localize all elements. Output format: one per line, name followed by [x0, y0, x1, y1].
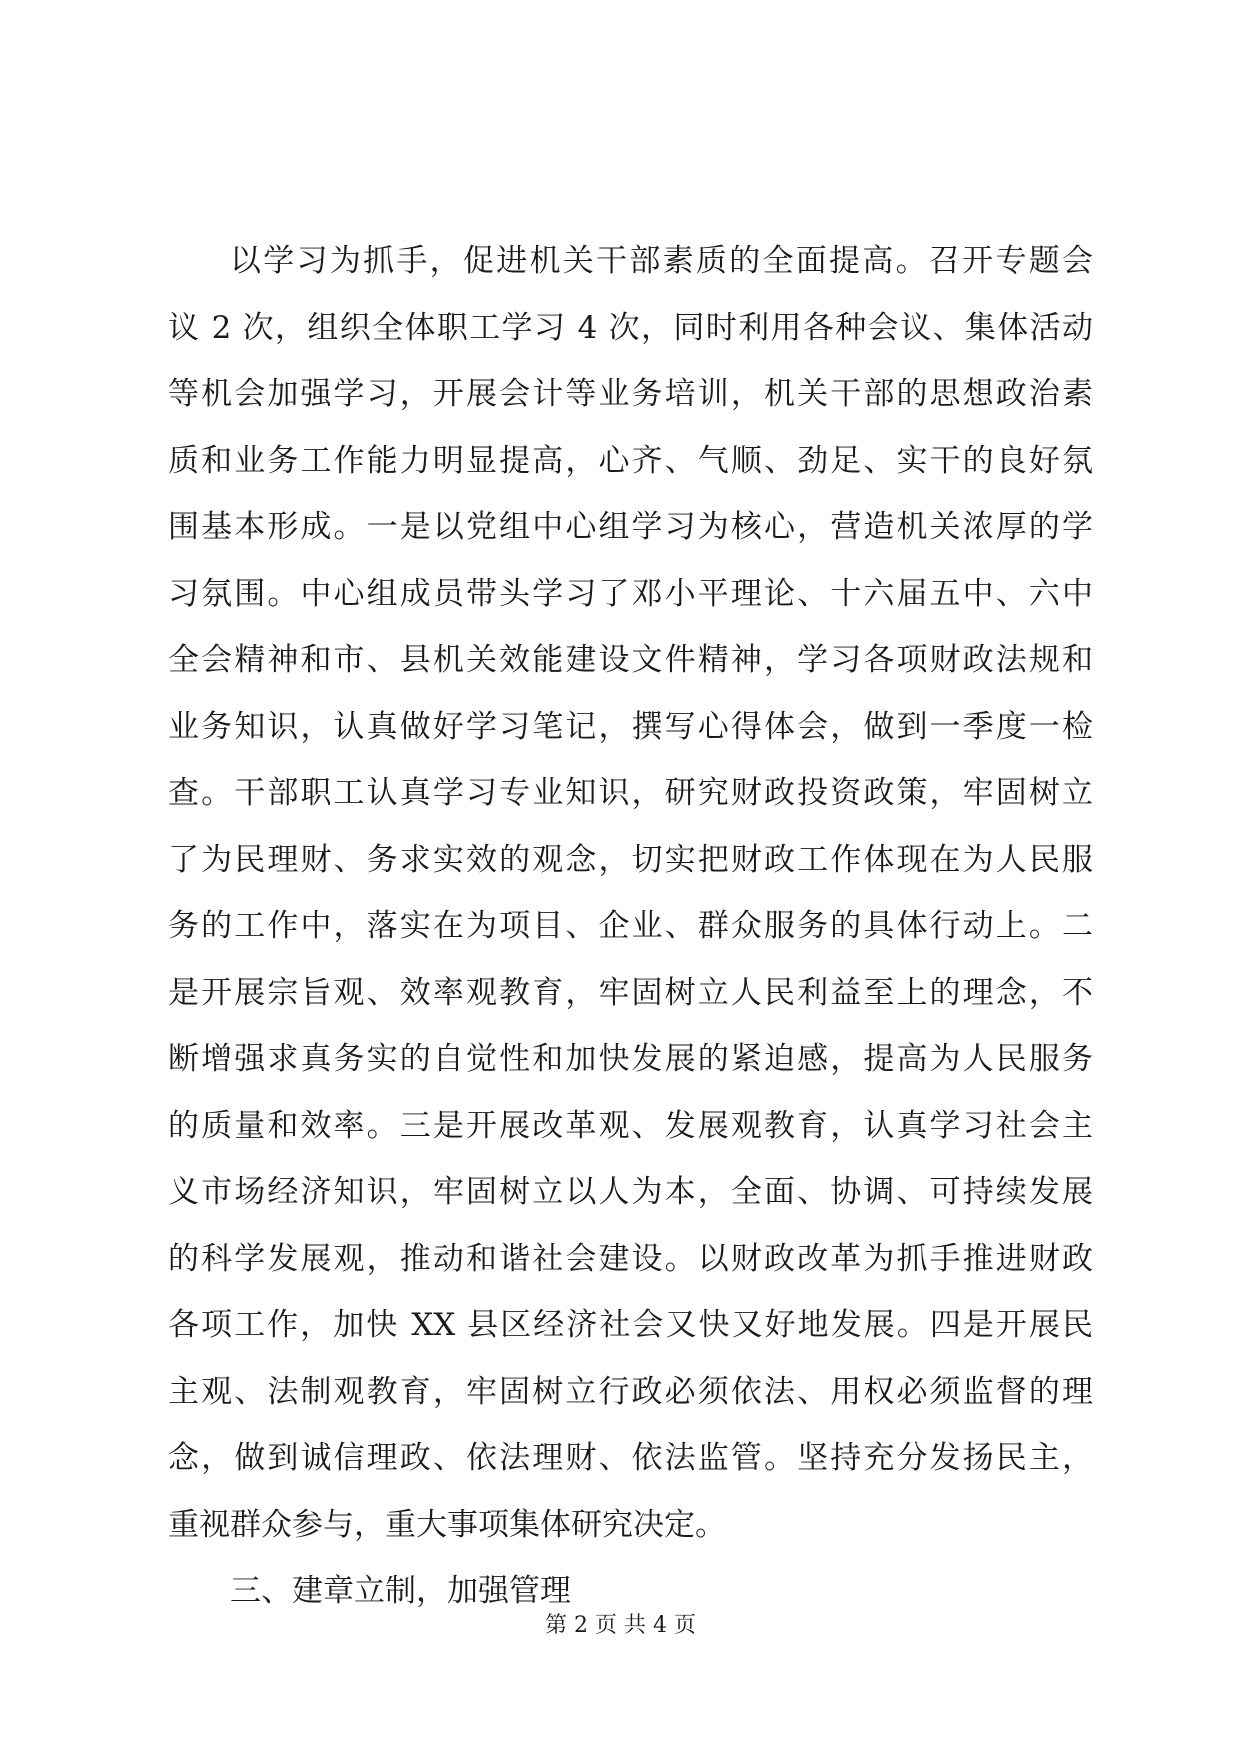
paragraph-line: 了为民理财、务求实效的观念，切实把财政工作体现在为人民服: [168, 841, 1093, 878]
paragraph-line: 主观、法制观教育，牢固树立行政必须依法、用权必须监督的理: [168, 1373, 1093, 1410]
paragraph-line: 务的工作中，落实在为项目、企业、群众服务的具体行动上。二: [168, 908, 1093, 944]
section-heading: 三、建章立制，加强管理: [230, 1573, 571, 1609]
paragraph-line: 业务知识，认真做好学习笔记，撰写心得体会，做到一季度一检: [168, 708, 1093, 745]
paragraph-line: 断增强求真务实的自觉性和加快发展的紧迫感，提高为人民服务: [168, 1041, 1093, 1077]
paragraph-line: 围基本形成。一是以党组中心组学习为核心，营造机关浓厚的学: [168, 509, 1093, 545]
paragraph-line: 各项工作，加快 XX 县区经济社会又快又好地发展。四是开展民: [168, 1307, 1093, 1343]
paragraph-line: 质和业务工作能力明显提高，心齐、气顺、劲足、实干的良好氛: [168, 442, 1093, 479]
paragraph-line: 义市场经济知识，牢固树立以人为本，全面、协调、可持续发展: [168, 1174, 1093, 1210]
paragraph-line: 习氛围。中心组成员带头学习了邓小平理论、十六届五中、六中: [168, 575, 1093, 612]
paragraph-line: 念，做到诚信理政、依法理财、依法监管。坚持充分发扬民主，: [168, 1440, 1093, 1476]
paragraph-line: 的科学发展观，推动和谐社会建设。以财政改革为抓手推进财政: [168, 1240, 1093, 1277]
paragraph-line: 议 2 次，组织全体职工学习 4 次，同时利用各种会议、集体活动: [168, 309, 1093, 346]
paragraph-line: 是开展宗旨观、效率观教育，牢固树立人民利益至上的理念，不: [168, 974, 1093, 1011]
paragraph-line: 等机会加强学习，开展会计等业务培训，机关干部的思想政治素: [168, 376, 1093, 412]
paragraph-line: 全会精神和市、县机关效能建设文件精神，学习各项财政法规和: [168, 642, 1093, 678]
paragraph-line: 重视群众参与，重大事项集体研究决定。: [168, 1506, 726, 1543]
page-number-footer: 第 2 页 共 4 页: [545, 1613, 696, 1638]
paragraph-line: 以学习为抓手，促进机关干部素质的全面提高。召开专题会: [230, 243, 1093, 279]
paragraph-line: 的质量和效率。三是开展改革观、发展观教育，认真学习社会主: [168, 1107, 1093, 1144]
body-text: [168, 228, 1093, 1625]
paragraph-line: 查。干部职工认真学习专业知识，研究财政投资政策，牢固树立: [168, 775, 1093, 811]
